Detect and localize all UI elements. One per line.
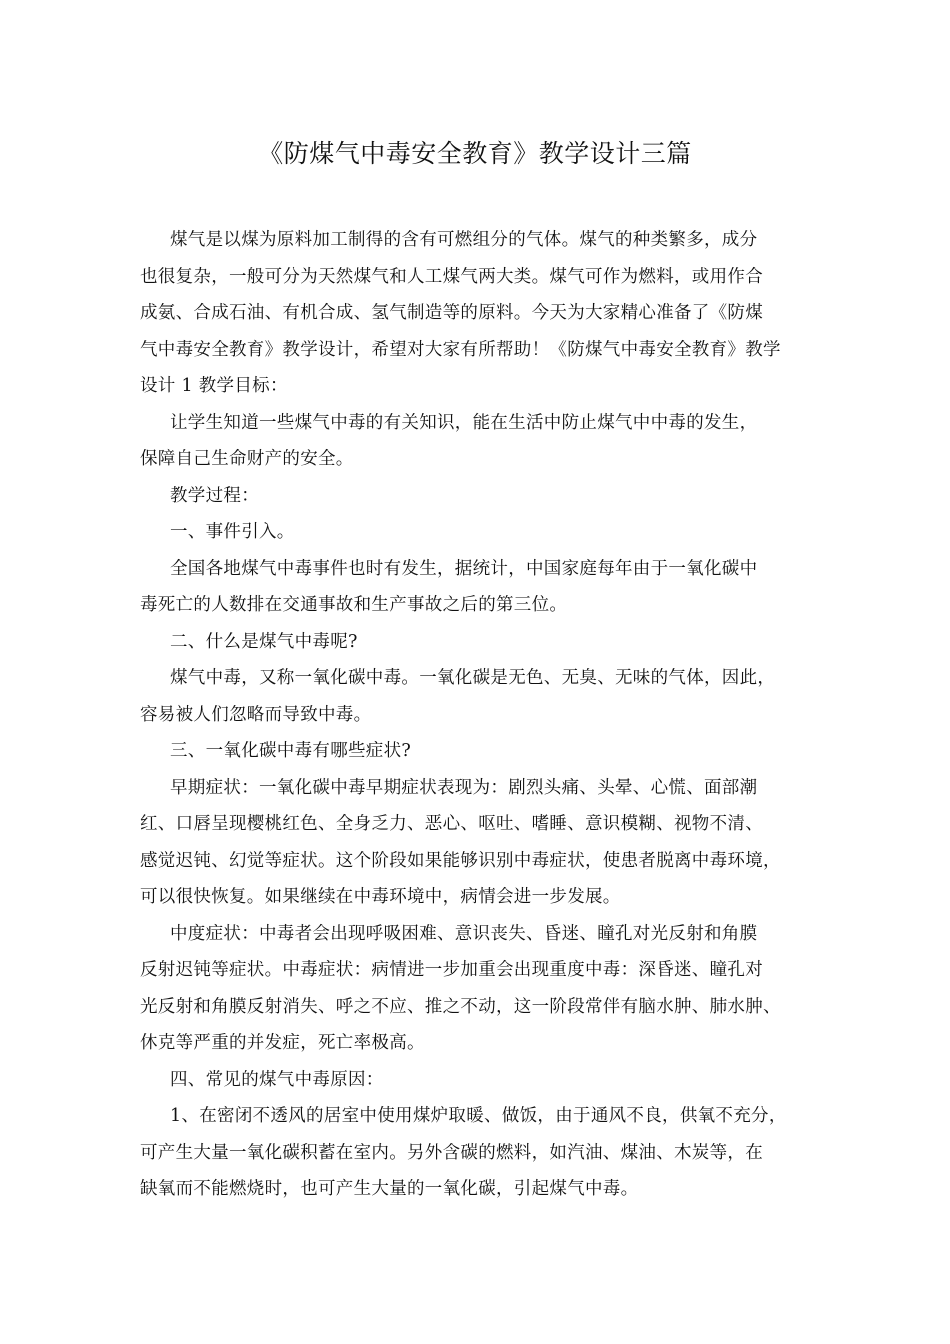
paragraph-line: 保障自己生命财产的安全。 (140, 449, 354, 469)
paragraph-early-symptoms (140, 770, 830, 916)
paragraph-line: 红、口唇呈现樱桃红色、全身乏力、恶心、呕吐、嗜睡、意识模糊、视物不清、 (140, 814, 763, 834)
paragraph-line: 四、常见的煤气中毒原因： (170, 1069, 384, 1090)
paragraph-line: 缺氧而不能燃烧时，也可产生大量的一氧化碳，引起煤气中毒。 (140, 1179, 639, 1199)
paragraph-moderate-symptoms (140, 916, 830, 1062)
paragraph-line: 光反射和角膜反射消失、呼之不应、推之不动，这一阶段常伴有脑水肿、肺水肿、 (140, 996, 781, 1017)
paragraph-cause-1 (140, 1098, 830, 1208)
section-heading-3 (140, 733, 830, 770)
paragraph-line: 三、一氧化碳中毒有哪些症状? (170, 741, 412, 761)
paragraph-line: 设计 1 教学目标： (140, 376, 288, 396)
paragraph-intro (140, 222, 830, 405)
paragraph-line: 反射迟钝等症状。中毒症状：病情进一步加重会出现重度中毒：深昏迷、瞳孔对 (140, 960, 763, 980)
paragraph-line: 可以很快恢复。如果继续在中毒环境中，病情会进一步发展。 (140, 887, 621, 907)
paragraph-line: 容易被人们忽略而导致中毒。 (140, 704, 372, 725)
paragraph-goal (140, 405, 830, 478)
paragraph-line: 毒死亡的人数排在交通事故和生产事故之后的第三位。 (140, 595, 568, 615)
paragraph-line: 教学过程： (170, 485, 259, 506)
paragraph-line: 全国各地煤气中毒事件也时有发生，据统计，中国家庭每年由于一氧化碳中 (170, 558, 758, 579)
paragraph-line: 气中毒安全教育》教学设计，希望对大家有所帮助！《防煤气中毒安全教育》教学 (140, 339, 781, 360)
paragraph-statistics (140, 551, 830, 624)
paragraph-definition (140, 660, 830, 733)
paragraph-line: 让学生知道一些煤气中毒的有关知识，能在生活中防止煤气中中毒的发生， (170, 412, 758, 433)
paragraph-process-heading (140, 478, 830, 515)
paragraph-line: 早期症状：一氧化碳中毒早期症状表现为：剧烈头痛、头晕、心慌、面部潮 (170, 777, 758, 798)
paragraph-line: 中度症状：中毒者会出现呼吸困难、意识丧失、昏迷、瞳孔对光反射和角膜 (170, 923, 758, 944)
section-heading-4 (140, 1062, 830, 1099)
document-body (140, 222, 830, 1208)
paragraph-line: 煤气是以煤为原料加工制得的含有可燃组分的气体。煤气的种类繁多，成分 (170, 230, 758, 250)
paragraph-line: 休克等严重的并发症，死亡率极高。 (140, 1033, 425, 1053)
paragraph-line: 一、事件引入。 (170, 522, 295, 542)
paragraph-line: 感觉迟钝、幻觉等症状。这个阶段如果能够识别中毒症状，使患者脱离中毒环境， (140, 850, 781, 871)
document-title: 《防煤气中毒安全教育》教学设计三篇 (258, 139, 692, 168)
paragraph-line: 可产生大量一氧化碳积蓄在室内。另外含碳的燃料，如汽油、煤油、木炭等，在 (140, 1142, 763, 1163)
section-heading-1 (140, 514, 830, 551)
section-heading-2 (140, 624, 830, 661)
paragraph-line: 煤气中毒，又称一氧化碳中毒。一氧化碳是无色、无臭、无味的气体，因此， (170, 668, 776, 688)
paragraph-line: 也很复杂，一般可分为天然煤气和人工煤气两大类。煤气可作为燃料，或用作合 (140, 266, 763, 287)
paragraph-line: 成氨、合成石油、有机合成、氢气制造等的原料。今天为大家精心准备了《防煤 (140, 303, 763, 323)
paragraph-line: 1、在密闭不透风的居室中使用煤炉取暖、做饭，由于通风不良，供氧不充分， (170, 1106, 787, 1126)
paragraph-line: 二、什么是煤气中毒呢? (170, 631, 358, 652)
